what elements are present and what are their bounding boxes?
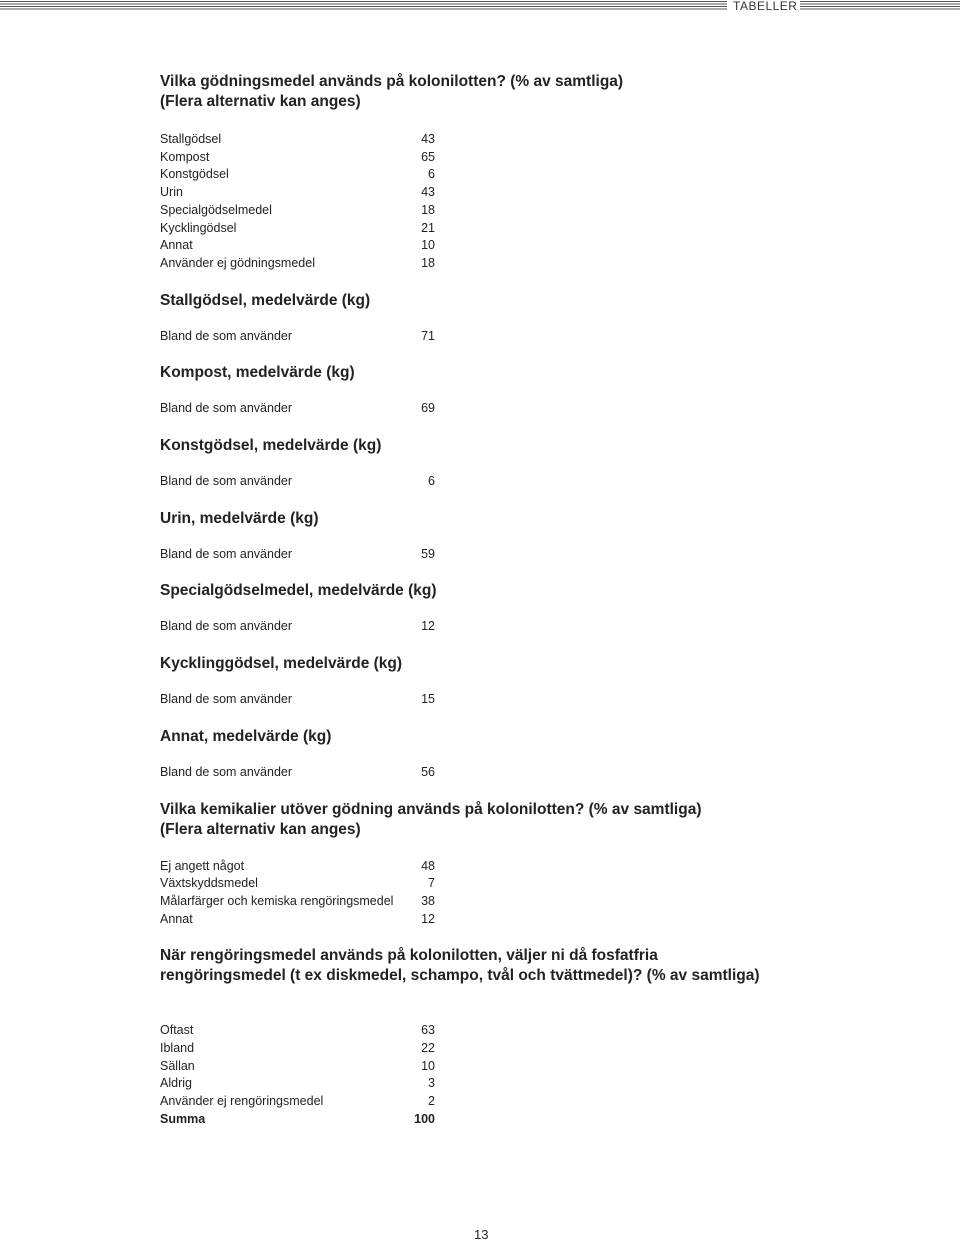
page-header <box>0 0 960 13</box>
row-label: Bland de som använder <box>160 546 293 561</box>
row-label: Sällan <box>160 1058 195 1073</box>
table-row <box>160 1058 880 1076</box>
table-row <box>160 911 880 929</box>
row-label: Växtskyddsmedel <box>160 876 258 891</box>
row-value: 3 <box>428 1076 435 1091</box>
average-title: Kycklinggödsel, medelvärde (kg) <box>160 655 403 673</box>
total-label: Summa <box>160 1111 206 1126</box>
row-value: 65 <box>421 149 435 164</box>
row-value: 7 <box>428 876 435 891</box>
row-label: Aldrig <box>160 1076 192 1091</box>
average-section <box>160 654 880 709</box>
average-row <box>160 400 880 418</box>
row-label: Bland de som använder <box>160 764 293 779</box>
average-row <box>160 618 880 636</box>
table-row <box>160 1075 880 1093</box>
average-section <box>160 581 880 636</box>
average-title: Urin, medelvärde (kg) <box>160 509 319 527</box>
average-title: Annat, medelvärde (kg) <box>160 727 332 745</box>
average-row <box>160 691 880 709</box>
average-title: Stallgödsel, medelvärde (kg) <box>160 291 371 309</box>
row-label: Använder ej gödningsmedel <box>160 255 315 270</box>
document-body <box>160 72 880 1129</box>
row-value: 71 <box>421 328 435 343</box>
row-label: Urin <box>160 185 183 200</box>
row-label: Ibland <box>160 1041 195 1056</box>
q3-title-line2: rengöringsmedel (t ex diskmedel, schampo, tvål och tvättmedel)? (% av samtliga) <box>160 967 760 985</box>
table-row <box>160 166 880 184</box>
row-label: Specialgödselmedel <box>160 202 272 217</box>
row-label: Bland de som använder <box>160 619 293 634</box>
table-row <box>160 1093 880 1111</box>
row-value: 18 <box>421 255 435 270</box>
total-value: 100 <box>414 1111 435 1126</box>
average-row <box>160 328 880 346</box>
row-label: Bland de som använder <box>160 692 293 707</box>
row-value: 69 <box>421 401 435 416</box>
row-label: Stallgödsel <box>160 132 222 146</box>
table-row <box>160 875 880 893</box>
header-label: TABELLER <box>733 0 798 13</box>
row-value: 10 <box>421 238 435 253</box>
row-value: 56 <box>421 764 435 779</box>
average-section <box>160 727 880 782</box>
row-label: Använder ej rengöringsmedel <box>160 1094 324 1109</box>
row-label: Bland de som använder <box>160 474 293 489</box>
q1-subtitle: (Flera alternativ kan anges) <box>160 93 361 110</box>
row-value: 6 <box>428 167 435 182</box>
q2-table <box>160 858 880 929</box>
row-value: 12 <box>421 911 435 926</box>
row-value: 59 <box>421 546 435 561</box>
table-row <box>160 1040 880 1058</box>
q2-section <box>160 800 880 929</box>
average-title: Specialgödselmedel, medelvärde (kg) <box>160 582 437 600</box>
total-row <box>160 1111 880 1129</box>
q1-table <box>160 131 880 273</box>
row-value: 21 <box>421 220 435 235</box>
average-section <box>160 363 880 418</box>
row-label: Ej angett något <box>160 858 245 873</box>
row-label: Konstgödsel <box>160 167 229 182</box>
row-value: 38 <box>421 893 435 908</box>
page-number: 13 <box>474 1227 489 1242</box>
row-value: 63 <box>421 1023 435 1038</box>
average-row <box>160 546 880 564</box>
table-row <box>160 893 880 911</box>
table-row <box>160 131 880 149</box>
q1-section <box>160 72 880 273</box>
average-row <box>160 473 880 491</box>
row-value: 43 <box>421 185 435 200</box>
row-value: 10 <box>421 1058 435 1073</box>
table-row <box>160 220 880 238</box>
row-label: Bland de som använder <box>160 328 293 343</box>
row-value: 43 <box>421 132 435 146</box>
row-value: 22 <box>421 1041 435 1056</box>
table-row <box>160 237 880 255</box>
header-rule-right <box>800 1 960 11</box>
q1-title: Vilka gödningsmedel används på kolonilotten? (% av samtliga) <box>160 73 624 90</box>
row-value: 12 <box>421 619 435 634</box>
row-value: 6 <box>428 474 435 489</box>
row-label: Kompost <box>160 149 210 164</box>
row-value: 48 <box>421 858 435 873</box>
q3-title-line1: När rengöringsmedel används på kolonilotten, väljer ni då fosfatfria <box>160 947 658 965</box>
average-section <box>160 291 880 346</box>
table-row <box>160 1022 880 1040</box>
table-row <box>160 149 880 167</box>
row-label: Annat <box>160 238 193 253</box>
average-row <box>160 764 880 782</box>
row-value: 18 <box>421 202 435 217</box>
row-value: 2 <box>428 1094 435 1109</box>
row-value: 15 <box>421 692 435 707</box>
table-row <box>160 184 880 202</box>
q2-title: Vilka kemikalier utöver gödning används på kolonilotten? (% av samtliga) <box>160 800 702 818</box>
row-label: Målarfärger och kemiska rengöringsmedel <box>160 893 394 908</box>
row-label: Oftast <box>160 1023 194 1038</box>
row-label: Kycklingödsel <box>160 220 237 235</box>
table-row <box>160 255 880 273</box>
row-label: Bland de som använder <box>160 401 293 416</box>
q3-table <box>160 1022 880 1128</box>
average-title: Kompost, medelvärde (kg) <box>160 364 355 382</box>
average-title: Konstgödsel, medelvärde (kg) <box>160 437 382 455</box>
table-row <box>160 858 880 876</box>
q3-section <box>160 946 880 1128</box>
table-row <box>160 202 880 220</box>
header-rule-left <box>0 1 727 11</box>
average-section <box>160 509 880 564</box>
average-section <box>160 436 880 491</box>
row-label: Annat <box>160 911 193 926</box>
q2-subtitle: (Flera alternativ kan anges) <box>160 820 361 838</box>
